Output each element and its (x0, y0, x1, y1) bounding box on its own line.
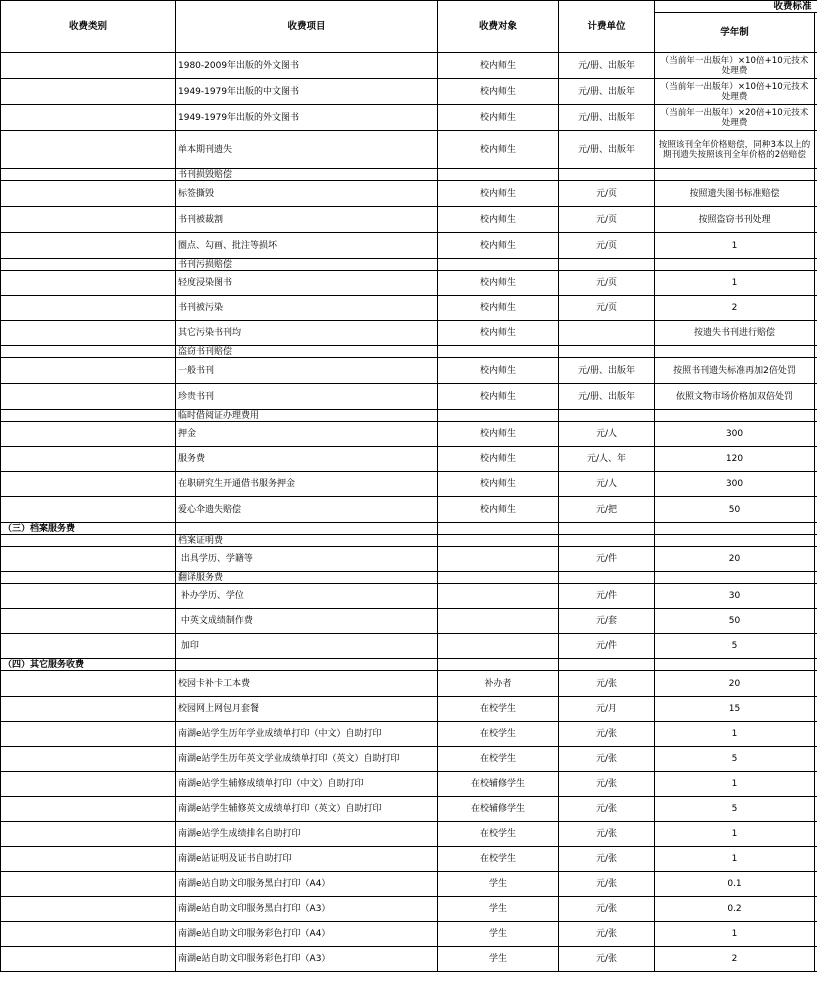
unit-cell (559, 259, 655, 271)
standard-cell: 按照遗失图书标准赔偿 (655, 181, 815, 207)
unit-cell: 元/月 (559, 697, 655, 722)
standard-cell: 2 (655, 296, 815, 321)
unit-cell: 元/册、出版年 (559, 131, 655, 169)
target-cell: 在校学生 (438, 747, 559, 772)
target-cell: 校内师生 (438, 472, 559, 497)
standard-cell: 30 (655, 584, 815, 609)
standard-cell (655, 346, 815, 358)
unit-cell: 元/人 (559, 422, 655, 447)
table-row (1, 671, 817, 697)
category-cell (1, 169, 176, 181)
table-row (1, 447, 817, 472)
item-cell: 圈点、勾画、批注等损坏 (176, 233, 438, 259)
category-cell (1, 847, 176, 872)
unit-cell: 元/张 (559, 922, 655, 947)
unit-cell: 元/件 (559, 634, 655, 659)
standard-cell: 1 (655, 772, 815, 797)
item-cell: 1980-2009年出版的外文图书 (176, 53, 438, 79)
item-cell (176, 523, 438, 535)
subheading-row (1, 169, 817, 181)
unit-cell: 元/件 (559, 584, 655, 609)
table-row (1, 872, 817, 897)
table-row (1, 947, 817, 972)
target-cell (438, 572, 559, 584)
item-cell (176, 659, 438, 671)
standard-cell: 5 (655, 797, 815, 822)
category-cell (1, 609, 176, 634)
table-row (1, 472, 817, 497)
item-cell: 南湖e站学生辅修成绩单打印（中文）自助打印 (176, 772, 438, 797)
category-cell (1, 131, 176, 169)
item-cell: 标签撕毁 (176, 181, 438, 207)
table-row (1, 772, 817, 797)
table-row (1, 609, 817, 634)
standard-cell: （当前年一出版年）×10倍+10元技术处理费 (655, 79, 815, 105)
unit-cell (559, 659, 655, 671)
unit-cell: 元/册、出版年 (559, 384, 655, 410)
target-cell: 学生 (438, 897, 559, 922)
standard-cell: 1 (655, 822, 815, 847)
standard-cell: 50 (655, 497, 815, 523)
category-cell (1, 722, 176, 747)
item-cell: 一般书刊 (176, 358, 438, 384)
standard-cell: 1 (655, 922, 815, 947)
unit-cell (559, 572, 655, 584)
target-cell: 校内师生 (438, 105, 559, 131)
table-row (1, 422, 817, 447)
unit-cell: 元/把 (559, 497, 655, 523)
item-cell: 南湖e站自助文印服务彩色打印（A3） (176, 947, 438, 972)
target-cell: 校内师生 (438, 233, 559, 259)
target-cell (438, 609, 559, 634)
standard-cell: （当前年一出版年）×20倍+10元技术处理费 (655, 105, 815, 131)
unit-cell: 元/册、出版年 (559, 79, 655, 105)
unit-cell: 元/页 (559, 296, 655, 321)
target-cell (438, 584, 559, 609)
subheading-row (1, 535, 817, 547)
unit-cell: 元/张 (559, 872, 655, 897)
item-cell: 书刊被裁割 (176, 207, 438, 233)
target-cell: 补办者 (438, 671, 559, 697)
item-cell: 服务费 (176, 447, 438, 472)
category-cell (1, 207, 176, 233)
header-category: 收费类别 (1, 1, 176, 53)
unit-cell: 元/张 (559, 722, 655, 747)
target-cell (438, 259, 559, 271)
standard-cell: 0.1 (655, 872, 815, 897)
standard-cell: 50 (655, 609, 815, 634)
target-cell: 在校辅修学生 (438, 797, 559, 822)
table-row (1, 722, 817, 747)
table-row (1, 747, 817, 772)
unit-cell (559, 346, 655, 358)
item-cell: 在职研究生开通借书服务押金 (176, 472, 438, 497)
category-cell (1, 79, 176, 105)
header-target: 收费对象 (438, 1, 559, 53)
category-cell (1, 547, 176, 572)
standard-cell (655, 259, 815, 271)
table-row (1, 207, 817, 233)
target-cell (438, 634, 559, 659)
unit-cell (559, 321, 655, 346)
section-row (1, 523, 817, 535)
item-cell: 南湖e站证明及证书自助打印 (176, 847, 438, 872)
standard-cell: 按照书刊遗失标准再加2倍处罚 (655, 358, 815, 384)
subheading-row (1, 572, 817, 584)
table-row (1, 897, 817, 922)
header-row-1 (1, 1, 817, 13)
item-cell: 书刊被污染 (176, 296, 438, 321)
category-cell (1, 747, 176, 772)
standard-cell: 按照该刊全年价格赔偿，同种3本以上的期刊遗失按照该刊全年价格的2倍赔偿 (655, 131, 815, 169)
table-row (1, 358, 817, 384)
standard-cell (655, 410, 815, 422)
unit-cell: 元/张 (559, 797, 655, 822)
unit-cell: 元/页 (559, 207, 655, 233)
category-cell (1, 296, 176, 321)
table-row (1, 634, 817, 659)
table-row (1, 321, 817, 346)
unit-cell: 元/页 (559, 233, 655, 259)
item-cell: 校园卡补卡工本费 (176, 671, 438, 697)
table-row (1, 233, 817, 259)
unit-cell: 元/张 (559, 671, 655, 697)
section-title: （四）其它服务收费 (1, 659, 176, 671)
target-cell: 校内师生 (438, 384, 559, 410)
table-row (1, 131, 817, 169)
category-cell (1, 634, 176, 659)
standard-cell: （当前年一出版年）×10倍+10元技术处理费 (655, 53, 815, 79)
standard-cell (655, 659, 815, 671)
target-cell: 校内师生 (438, 321, 559, 346)
unit-cell: 元/人、年 (559, 447, 655, 472)
standard-cell (655, 523, 815, 535)
subheading-row (1, 346, 817, 358)
target-cell (438, 346, 559, 358)
category-cell (1, 535, 176, 547)
category-cell (1, 572, 176, 584)
standard-cell: 5 (655, 634, 815, 659)
category-cell (1, 105, 176, 131)
category-cell (1, 872, 176, 897)
target-cell: 校内师生 (438, 181, 559, 207)
subheading-row (1, 410, 817, 422)
standard-cell: 1 (655, 847, 815, 872)
category-cell (1, 384, 176, 410)
standard-cell: 2 (655, 947, 815, 972)
standard-cell: 1 (655, 233, 815, 259)
unit-cell (559, 169, 655, 181)
standard-cell: 按照盗窃书刊处理 (655, 207, 815, 233)
item-cell: 南湖e站学生历年英文学业成绩单打印（英文）自助打印 (176, 747, 438, 772)
unit-cell: 元/件 (559, 547, 655, 572)
target-cell: 学生 (438, 872, 559, 897)
header-item: 收费项目 (176, 1, 438, 53)
unit-cell (559, 523, 655, 535)
unit-cell: 元/册、出版年 (559, 53, 655, 79)
unit-cell (559, 410, 655, 422)
table-row (1, 797, 817, 822)
subheading-label: 书刊损毁赔偿 (176, 169, 438, 181)
target-cell (438, 547, 559, 572)
subheading-label: 档案证明费 (176, 535, 438, 547)
target-cell: 在校学生 (438, 822, 559, 847)
standard-cell: 1 (655, 271, 815, 296)
unit-cell: 元/张 (559, 822, 655, 847)
table-row (1, 547, 817, 572)
item-cell: 补办学历、学位 (176, 584, 438, 609)
target-cell (438, 523, 559, 535)
subheading-label: 书刊污损赔偿 (176, 259, 438, 271)
unit-cell: 元/页 (559, 271, 655, 296)
table-row (1, 105, 817, 131)
target-cell: 在校辅修学生 (438, 772, 559, 797)
target-cell: 校内师生 (438, 131, 559, 169)
item-cell: 押金 (176, 422, 438, 447)
category-cell (1, 797, 176, 822)
target-cell: 校内师生 (438, 53, 559, 79)
target-cell: 学生 (438, 922, 559, 947)
standard-cell (655, 169, 815, 181)
target-cell: 学生 (438, 947, 559, 972)
category-cell (1, 671, 176, 697)
item-cell: 其它污染书刊均 (176, 321, 438, 346)
category-cell (1, 947, 176, 972)
item-cell: 爱心伞遗失赔偿 (176, 497, 438, 523)
table-row (1, 584, 817, 609)
standard-cell: 300 (655, 472, 815, 497)
table-row (1, 53, 817, 79)
table-row (1, 922, 817, 947)
table-row (1, 822, 817, 847)
unit-cell: 元/张 (559, 747, 655, 772)
category-cell (1, 472, 176, 497)
target-cell: 校内师生 (438, 497, 559, 523)
standard-cell: 1 (655, 722, 815, 747)
category-cell (1, 447, 176, 472)
section-row (1, 659, 817, 671)
subheading-label: 盗窃书刊赔偿 (176, 346, 438, 358)
target-cell (438, 535, 559, 547)
category-cell (1, 259, 176, 271)
item-cell: 南湖e站学生成绩排名自助打印 (176, 822, 438, 847)
table-row (1, 697, 817, 722)
category-cell (1, 233, 176, 259)
target-cell: 在校学生 (438, 722, 559, 747)
table-row (1, 847, 817, 872)
unit-cell: 元/册、出版年 (559, 105, 655, 131)
category-cell (1, 358, 176, 384)
unit-cell: 元/张 (559, 947, 655, 972)
target-cell: 校内师生 (438, 79, 559, 105)
standard-cell: 按遗失书刊进行赔偿 (655, 321, 815, 346)
category-cell (1, 772, 176, 797)
target-cell: 校内师生 (438, 207, 559, 233)
unit-cell (559, 535, 655, 547)
standard-cell: 120 (655, 447, 815, 472)
standard-cell: 20 (655, 671, 815, 697)
item-cell: 中英文成绩制作费 (176, 609, 438, 634)
item-cell: 1949-1979年出版的外文图书 (176, 105, 438, 131)
category-cell (1, 53, 176, 79)
subheading-label: 临时借阅证办理费用 (176, 410, 438, 422)
category-cell (1, 497, 176, 523)
target-cell: 校内师生 (438, 447, 559, 472)
table-row (1, 79, 817, 105)
item-cell: 南湖e站学生历年学业成绩单打印（中文）自助打印 (176, 722, 438, 747)
header-unit: 计费单位 (559, 1, 655, 53)
item-cell: 珍贵书刊 (176, 384, 438, 410)
category-cell (1, 271, 176, 296)
item-cell: 南湖e站学生辅修英文成绩单打印（英文）自助打印 (176, 797, 438, 822)
unit-cell: 元/册、出版年 (559, 358, 655, 384)
unit-cell: 元/页 (559, 181, 655, 207)
category-cell (1, 321, 176, 346)
target-cell: 校内师生 (438, 296, 559, 321)
target-cell (438, 659, 559, 671)
category-cell (1, 697, 176, 722)
category-cell (1, 922, 176, 947)
item-cell: 轻度浸染图书 (176, 271, 438, 296)
category-cell (1, 897, 176, 922)
target-cell (438, 169, 559, 181)
item-cell: 加印 (176, 634, 438, 659)
unit-cell: 元/张 (559, 847, 655, 872)
item-cell: 南湖e站自助文印服务黑白打印（A4） (176, 872, 438, 897)
target-cell: 在校学生 (438, 697, 559, 722)
category-cell (1, 181, 176, 207)
unit-cell: 元/套 (559, 609, 655, 634)
standard-cell: 20 (655, 547, 815, 572)
target-cell (438, 410, 559, 422)
standard-cell: 15 (655, 697, 815, 722)
standard-cell: 300 (655, 422, 815, 447)
category-cell (1, 822, 176, 847)
category-cell (1, 584, 176, 609)
item-cell: 校园网上网包月套餐 (176, 697, 438, 722)
subheading-label: 翻译服务费 (176, 572, 438, 584)
item-cell: 南湖e站自助文印服务彩色打印（A4） (176, 922, 438, 947)
table-row (1, 296, 817, 321)
header-xuenianzhi: 学年制 (655, 13, 815, 53)
item-cell: 出具学历、学籍等 (176, 547, 438, 572)
header-standard: 收费标准 (655, 1, 817, 13)
table-row (1, 384, 817, 410)
category-cell (1, 422, 176, 447)
item-cell: 1949-1979年出版的中文图书 (176, 79, 438, 105)
table-row (1, 271, 817, 296)
standard-cell: 依照文物市场价格加双倍处罚 (655, 384, 815, 410)
standard-cell (655, 572, 815, 584)
target-cell: 校内师生 (438, 358, 559, 384)
standard-cell: 5 (655, 747, 815, 772)
category-cell (1, 410, 176, 422)
target-cell: 校内师生 (438, 271, 559, 296)
item-cell: 南湖e站自助文印服务黑白打印（A3） (176, 897, 438, 922)
table-row (1, 497, 817, 523)
standard-cell: 0.2 (655, 897, 815, 922)
standard-cell (655, 535, 815, 547)
fee-table-body (1, 1, 817, 972)
target-cell: 校内师生 (438, 422, 559, 447)
unit-cell: 元/张 (559, 897, 655, 922)
unit-cell: 元/人 (559, 472, 655, 497)
category-cell (1, 346, 176, 358)
target-cell: 在校学生 (438, 847, 559, 872)
subheading-row (1, 259, 817, 271)
section-title: （三）档案服务费 (1, 523, 176, 535)
item-cell: 单本期刊遗失 (176, 131, 438, 169)
unit-cell: 元/张 (559, 772, 655, 797)
table-row (1, 181, 817, 207)
